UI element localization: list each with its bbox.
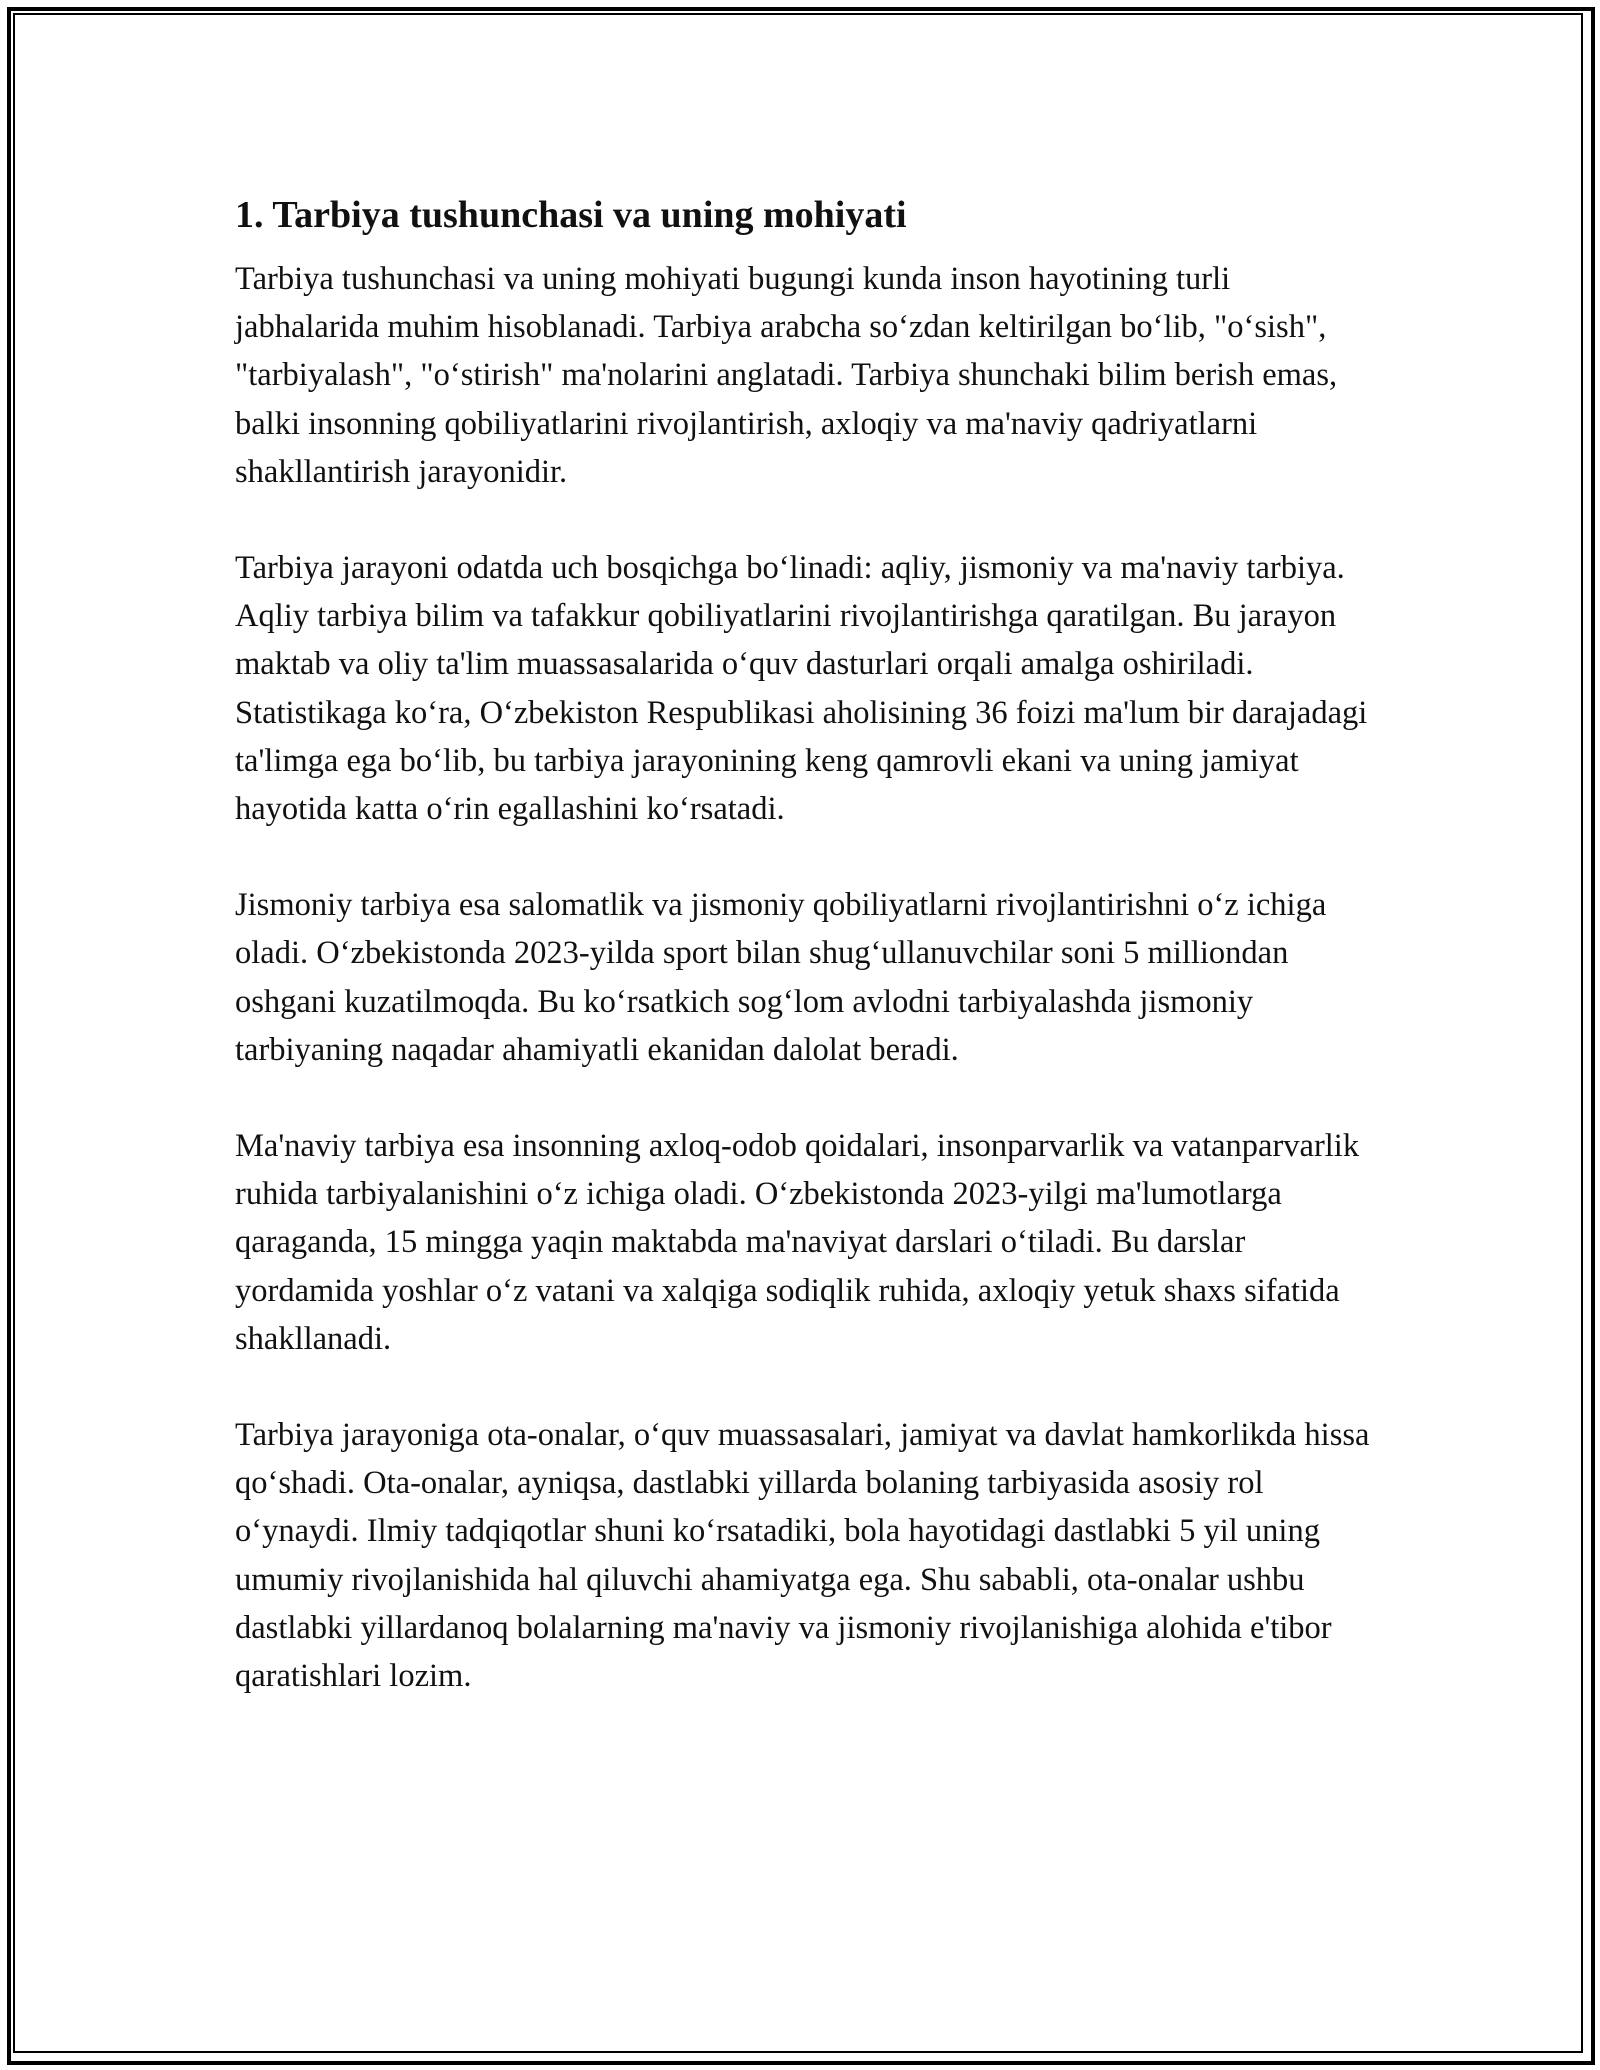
paragraph-stages: Tarbiya jarayoni odatda uch bosqichga bo‘linadi: aqliy, jismoniy va ma'naviy tarbiya. Aqliy tarbiya bilim va tafakkur qobiliyatlarini rivojlantirishga qaratilgan. Bu jarayon maktab va oliy ta'lim muassasalarida o‘quv dasturlari orqali amalga oshiriladi. Statistikaga ko‘ra, O‘zbekiston Respublikasi aholisining 36 foizi ma'lum bir darajadagi ta'limga ega bo‘lib, bu tarbiya jarayonining keng qamrovli ekani va uning jamiyat hayotida katta o‘rin egallashini ko‘rsatadi. — [235, 550, 1368, 828]
paragraph-parents-role: Tarbiya jarayoniga ota-onalar, o‘quv muassasalari, jamiyat va davlat hamkorlikda hissa qo‘shadi. Ota-onalar, ayniqsa, dastlabki yillarda bolaning tarbiyasida asosiy rol o‘ynaydi. Ilmiy tadqiqotlar shuni ko‘rsatadiki, bola hayotidagi dastlabki 5 yil uning umumiy rivojlanishida hal qiluvchi ahamiyatga ega. Shu sababli, ota-onalar ushbu dastlabki yillardanoq bolalarning ma'naviy va jismoniy rivojlanishiga alohida e'tibor qaratishlari lozim. — [235, 1417, 1370, 1695]
section-heading: 1. Tarbiya tushunchasi va uning mohiyati — [235, 194, 907, 236]
paragraph-definition: Tarbiya tushunchasi va uning mohiyati bugungi kunda inson hayotining turli jabhalarida muhim hisoblanadi. Tarbiya arabcha so‘zdan keltirilgan bo‘lib, "o‘sish", "tarbiyalash", "o‘stirish" ma'nolarini anglatadi. Tarbiya shunchaki bilim berish emas, balki insonning qobiliyatlarini rivojlantirish, axloqiy va ma'naviy qadriyatlarni shakllantirish jarayonidir. — [235, 261, 1338, 490]
document-body — [235, 187, 1370, 1748]
paragraph-spiritual-education: Ma'naviy tarbiya esa insonning axloq-odob qoidalari, insonparvarlik va vatanparvarlik ruhida tarbiyalanishini o‘z ichiga oladi. O‘zbekistonda 2023-yilgi ma'lumotlarga qaraganda, 15 mingga yaqin maktabda ma'naviyat darslari o‘tiladi. Bu darslar yordamida yoshlar o‘z vatani va xalqiga sodiqlik ruhida, axloqiy yetuk shaxs sifatida shakllanadi. — [235, 1128, 1360, 1357]
paragraph-physical-education: Jismoniy tarbiya esa salomatlik va jismoniy qobiliyatlarni rivojlantirishni o‘z ichiga oladi. O‘zbekistonda 2023-yilda sport bilan shug‘ullanuvchilar soni 5 milliondan oshgani kuzatilmoqda. Bu ko‘rsatkich sog‘lom avlodni tarbiyalashda jismoniy tarbiyaning naqadar ahamiyatli ekanidan dalolat beradi. — [235, 887, 1327, 1068]
